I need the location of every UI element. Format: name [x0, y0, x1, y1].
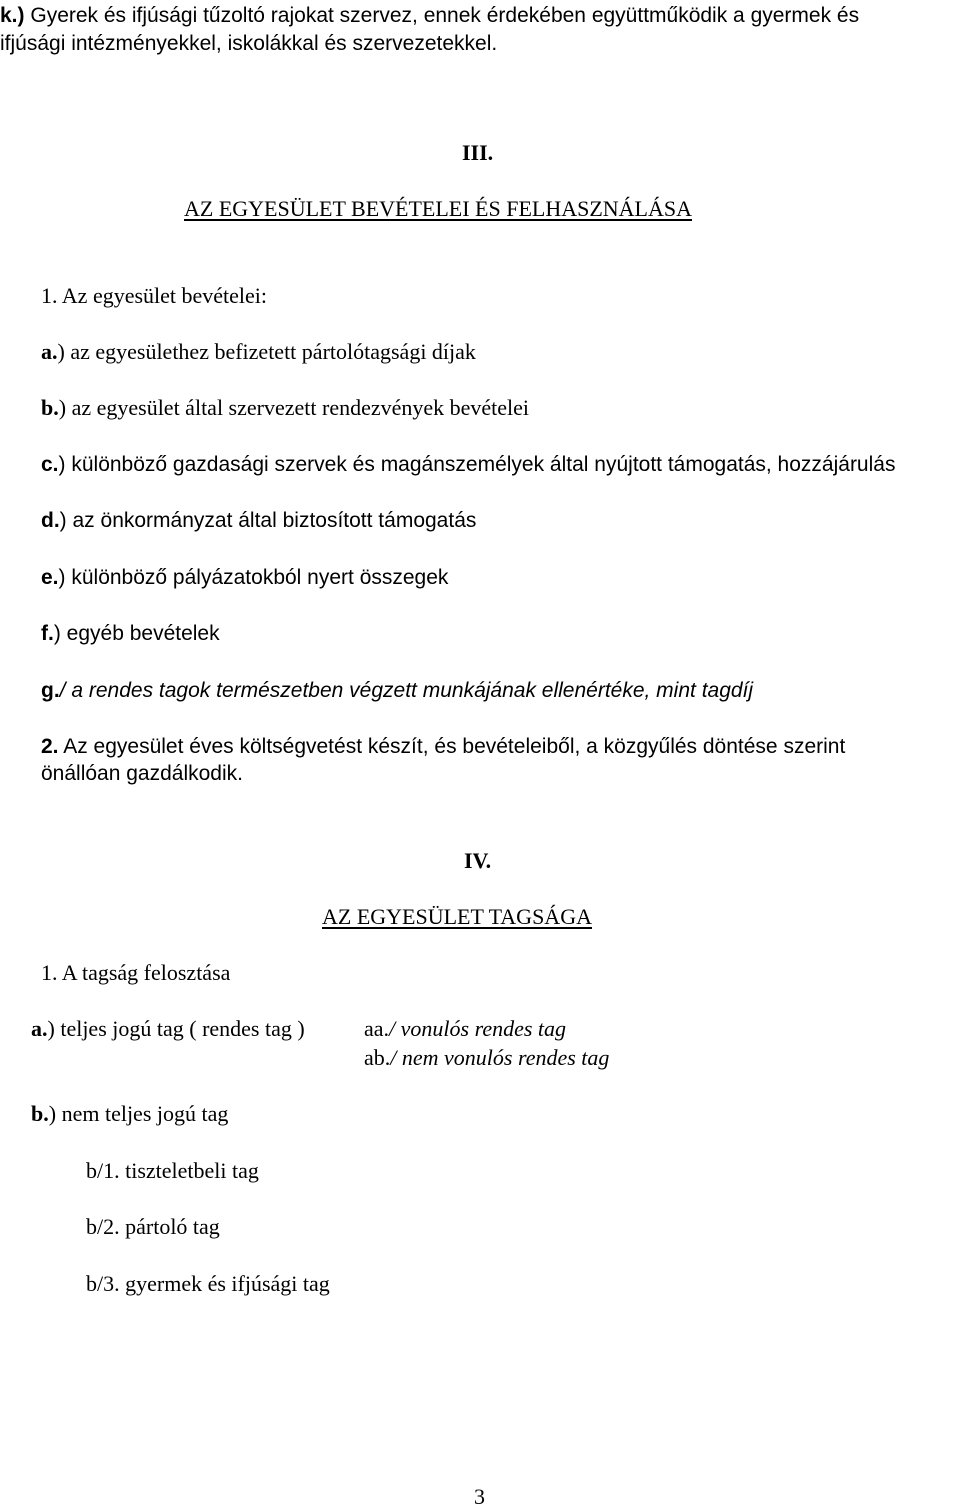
- income-item-g-text: / a rendes tagok természetben végzett munkájának ellenértéke, mint tagdíj: [59, 679, 754, 702]
- income-item-text: ) az önkormányzat által biztosított támogatás: [59, 509, 477, 532]
- section3-p2-line2: önállóan gazdálkodik.: [41, 762, 243, 785]
- income-item-g: [41, 677, 753, 704]
- item-k-label: k.): [0, 4, 25, 27]
- income-item-label: b.: [41, 395, 59, 420]
- income-item-d: [41, 507, 476, 534]
- section4-p1-heading: 1. A tagság felosztása: [41, 960, 231, 985]
- member-item-text: ) nem teljes jogú tag: [48, 1101, 229, 1126]
- member-item-label: aa.: [364, 1016, 390, 1041]
- section3-title: AZ EGYESÜLET BEVÉTELEI ÉS FELHASZNÁLÁSA: [184, 196, 692, 221]
- income-item-label: f.: [41, 622, 54, 645]
- income-item-e: [41, 564, 448, 591]
- income-item-g-label: g.: [41, 679, 60, 702]
- member-item-b1: b/1. tiszteletbeli tag: [86, 1158, 259, 1183]
- income-item-text: ) egyéb bevételek: [53, 622, 220, 645]
- item-k-text: Gyerek és ifjúsági tűzoltó rajokat szervez, ennek érdekében együttműködik a gyermek és: [30, 4, 860, 27]
- income-item-text: ) különböző pályázatokból nyert összegek: [58, 566, 449, 589]
- member-item-ab: [364, 1044, 609, 1071]
- income-item-label: e.: [41, 566, 59, 589]
- section3-p2-line1: [41, 733, 845, 760]
- member-item-a: [31, 1015, 305, 1042]
- item-k-line1: [0, 2, 859, 29]
- income-item-label: a.: [41, 339, 58, 364]
- income-item-b: [41, 394, 529, 421]
- income-item-f: [41, 620, 220, 647]
- page-number: 3: [474, 1484, 485, 1509]
- member-item-text: / vonulós rendes tag: [389, 1016, 567, 1041]
- income-item-c: [41, 451, 895, 478]
- income-item-label: c.: [41, 453, 59, 476]
- member-item-b3: b/3. gyermek és ifjúsági tag: [86, 1271, 330, 1296]
- member-item-label: a.: [31, 1016, 48, 1041]
- member-item-b2: b/2. pártoló tag: [86, 1214, 220, 1239]
- income-item-a: [41, 338, 476, 365]
- member-item-label: b.: [31, 1101, 49, 1126]
- section3-p2-label: 2.: [41, 735, 59, 758]
- section4-number: IV.: [464, 848, 492, 873]
- income-item-text: ) az egyesülethez befizetett pártolótagsági díjak: [57, 339, 476, 364]
- member-item-text: ) teljes jogú tag ( rendes tag ): [47, 1016, 305, 1041]
- member-item-text: / nem vonulós rendes tag: [390, 1045, 610, 1070]
- member-item-label: ab.: [364, 1045, 391, 1070]
- income-item-label: d.: [41, 509, 60, 532]
- section3-p2-text: Az egyesület éves költségvetést készít, és bevételeiből, a közgyűlés döntése szerint: [63, 735, 846, 758]
- member-item-b: [31, 1100, 228, 1127]
- member-item-aa: [364, 1015, 566, 1042]
- section4-title: AZ EGYESÜLET TAGSÁGA: [322, 904, 592, 929]
- income-item-text: ) az egyesület által szervezett rendezvények bevételei: [58, 395, 530, 420]
- income-item-text: ) különböző gazdasági szervek és magánszemélyek által nyújtott támogatás, hozzájárulás: [58, 453, 896, 476]
- section3-p1-heading: 1. Az egyesület bevételei:: [41, 283, 268, 308]
- section3-number: III.: [462, 140, 494, 165]
- item-k-line2: ifjúsági intézményekkel, iskolákkal és szervezetekkel.: [0, 32, 498, 55]
